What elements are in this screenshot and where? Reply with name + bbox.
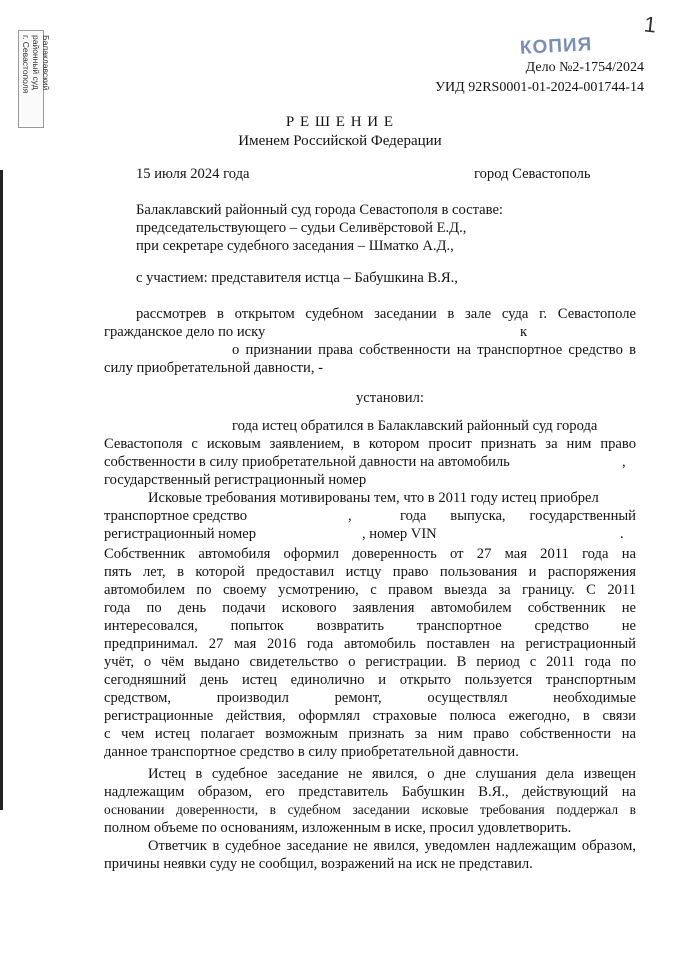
body-line-part-b: , номер VIN (362, 526, 437, 542)
body-line-part-a: регистрационный номер (104, 526, 257, 542)
case-uid: УИД 92RS0001-01-2024-001744-14 (435, 80, 644, 95)
body-line: Исковые требования мотивированы тем, что в 2011 году истец приобрел (148, 490, 599, 506)
considered-line-1: рассмотрев в открытом судебном заседании в зале суда г. Севастополе (136, 306, 636, 322)
body-line: интересовался, попыток возвратить транспортное средство не (104, 618, 636, 634)
body-line: учёт, о чём выдано свидетельство о регистрации. В период с 2011 года по (104, 654, 636, 670)
body-line: причины неявки суду не сообщил, возражений на иск не представил. (104, 856, 533, 872)
handwritten-page-number: 1 (642, 11, 658, 38)
body-line: сегодняшний день истец единолично и открыто пользуется транспортным (104, 672, 636, 688)
body-line-part-b: , (348, 508, 352, 524)
court-composition: Балаклавский районный суд города Севастополя в составе: (136, 202, 503, 218)
considered-line-2b: к (520, 324, 528, 340)
body-line: пять лет, в которой предоставил истцу право пользования и распоряжения (104, 564, 636, 580)
presiding-judge: председательствующего – судьи Селивёрстовой Е.Д., (136, 220, 467, 236)
body-line: данное транспортное средство в силу приобретательной давности. (104, 744, 519, 760)
considered-line-3: о признании права собственности на транспортное средство в (232, 342, 636, 358)
body-line: регистрационные действия, оформлял страховые полюса ежегодно, в связи (104, 708, 636, 724)
stamp-line-1: Балаклавский районный суд (31, 35, 51, 91)
participants: с участием: представителя истца – Бабушкина В.Я., (136, 270, 458, 286)
body-line-part-c: года выпуска, государственный (400, 508, 636, 524)
body-line: полном объеме по основаниям, изложенным в иске, просил удовлетворить. (104, 820, 572, 836)
considered-line-4: силу приобретательной давности, - (104, 360, 324, 376)
body-line: собственности в силу приобретательной давности на автомобиль (104, 454, 510, 470)
body-line: средством, производил ремонт, осуществлял необходимые (104, 690, 636, 706)
established-heading: установил: (356, 390, 424, 406)
court-secretary: при секретаре судебного заседания – Шматко А.Д., (136, 238, 454, 254)
body-line-part-a: транспортное средство (104, 508, 248, 524)
case-number: Дело №2-1754/2024 (525, 60, 644, 75)
body-line: предпринимал. 27 мая 2016 года автомобиль поставлен на регистрационный (104, 636, 636, 652)
body-line: Собственник автомобиля оформил доверенность от 27 мая 2011 года на (104, 546, 636, 562)
body-line: основании доверенности, в судебном заседании исковые требования поддержал в (104, 802, 636, 817)
body-line: надлежащим образом, его представитель Бабушкин В.Я., действующий на (104, 784, 636, 800)
decision-subheading: Именем Российской Федерации (238, 133, 442, 149)
body-line: Севастополя с исковым заявлением, в котором просит признать за ним право (104, 436, 636, 452)
body-line: Истец в судебное заседание не явился, о дне слушания дела извещен (148, 766, 636, 782)
decision-city: город Севастополь (474, 166, 591, 182)
body-line: с чем истец полагает возможным признать за ним право собственности на (104, 726, 636, 742)
body-line: года истец обратился в Балаклавский районный суд города (232, 418, 598, 434)
considered-line-2a: гражданское дело по иску (104, 324, 266, 340)
stamp-line-2: г. Севастополя (21, 35, 31, 94)
body-line: государственный регистрационный номер (104, 472, 367, 488)
body-line: Ответчик в судебное заседание не явился, уведомлен надлежащим образом, (148, 838, 636, 854)
scan-edge-shadow (0, 170, 3, 810)
body-line: автомобилем по своему усмотрению, с правом выезда за границу. С 2011 (104, 582, 636, 598)
body-line: года по день подачи искового заявления автомобилем собственник не (104, 600, 636, 616)
body-line-tail: , (622, 454, 626, 470)
decision-heading: Р Е Ш Е Н И Е (285, 114, 395, 130)
body-line-part-c: . (620, 526, 624, 542)
decision-date: 15 июля 2024 года (136, 166, 250, 182)
copy-stamp: КОПИЯ (519, 34, 593, 59)
